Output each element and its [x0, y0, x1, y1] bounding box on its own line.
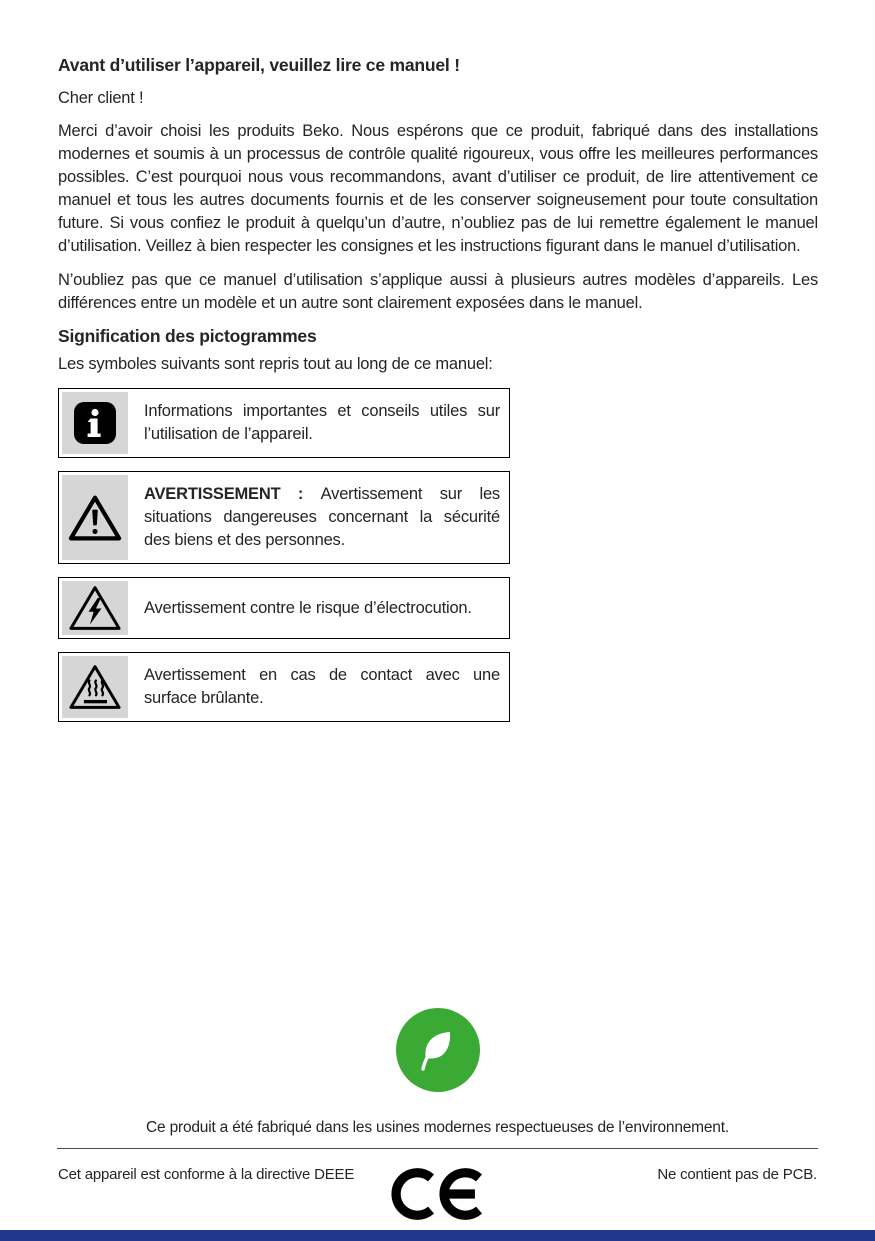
pictogram-bold-prefix: AVERTISSEMENT :: [144, 485, 321, 503]
pictogram-row-electric: [58, 577, 510, 639]
footer-divider: [57, 1148, 818, 1149]
eco-section: [0, 1008, 875, 1097]
eco-statement: Ce produit a été fabriqué dans les usines modernes respectueuses de l’environnement.: [146, 1119, 729, 1136]
electric-shock-warning-icon: [62, 581, 128, 635]
intro-paragraph-1: Merci d’avoir choisi les produits Beko. Nous espérons que ce produit, fabriqué dans des installations modernes et soumis à un processus de contrôle qualité rigoureux, vous offre les meilleures performances possibles. C’est pourquoi nous vous recommandons, avant d’utiliser ce produit, de lire attentivement ce manuel et tous les autres documents fournis et de les conserver soigneusement pour toute consultation future. Si vous confiez le produit à quelqu’un d’autre, n’oubliez pas de lui remettre également le manuel d’utilisation. Veillez à bien respecter les consignes et les instructions figurant dans le manuel d’utilisation.: [58, 122, 818, 255]
footer-deee-statement: Cet appareil est conforme à la directive DEEE: [58, 1166, 355, 1183]
pictogram-body-text: Avertissement contre le risque d’électrocution.: [144, 598, 472, 617]
pictogram-row-hot-surface: [58, 652, 510, 722]
pictogram-row-warning: [58, 471, 510, 564]
pictogram-body-text: Avertissement sur les situations dangereuses concernant la sécurité des biens et des personnes.: [144, 485, 500, 549]
hot-surface-warning-icon: [62, 656, 128, 718]
pictogram-text: [128, 581, 506, 635]
eco-leaf-icon: [396, 1008, 480, 1092]
page-title: Avant d’utiliser l’appareil, veuillez lire ce manuel !: [58, 55, 460, 75]
intro-paragraph-2: N’oubliez pas que ce manuel d’utilisation s’applique aussi à plusieurs autres modèles d’appareils. Les différences entre un modèle et un autre sont clairement exposées dans le manuel.: [58, 271, 818, 312]
bottom-accent-bar: [0, 1230, 875, 1241]
info-icon: [62, 392, 128, 454]
pictogram-body-text: Informations importantes et conseils utiles sur l’utilisation de l’appareil.: [144, 402, 500, 443]
pictograms-intro: Les symboles suivants sont repris tout au long de ce manuel:: [58, 355, 493, 373]
pictograms-heading: Signification des pictogrammes: [58, 326, 317, 346]
pictogram-text: [128, 656, 506, 718]
footer-pcb-statement: Ne contient pas de PCB.: [657, 1166, 817, 1183]
pictogram-text: [128, 392, 506, 454]
warning-triangle-icon: [62, 475, 128, 560]
pictogram-row-info: [58, 388, 510, 458]
pictogram-text: [128, 475, 506, 560]
ce-mark-icon: [390, 1165, 486, 1228]
salutation-text: Cher client !: [58, 89, 144, 107]
pictogram-body-text: Avertissement en cas de contact avec une surface brûlante.: [144, 666, 500, 707]
